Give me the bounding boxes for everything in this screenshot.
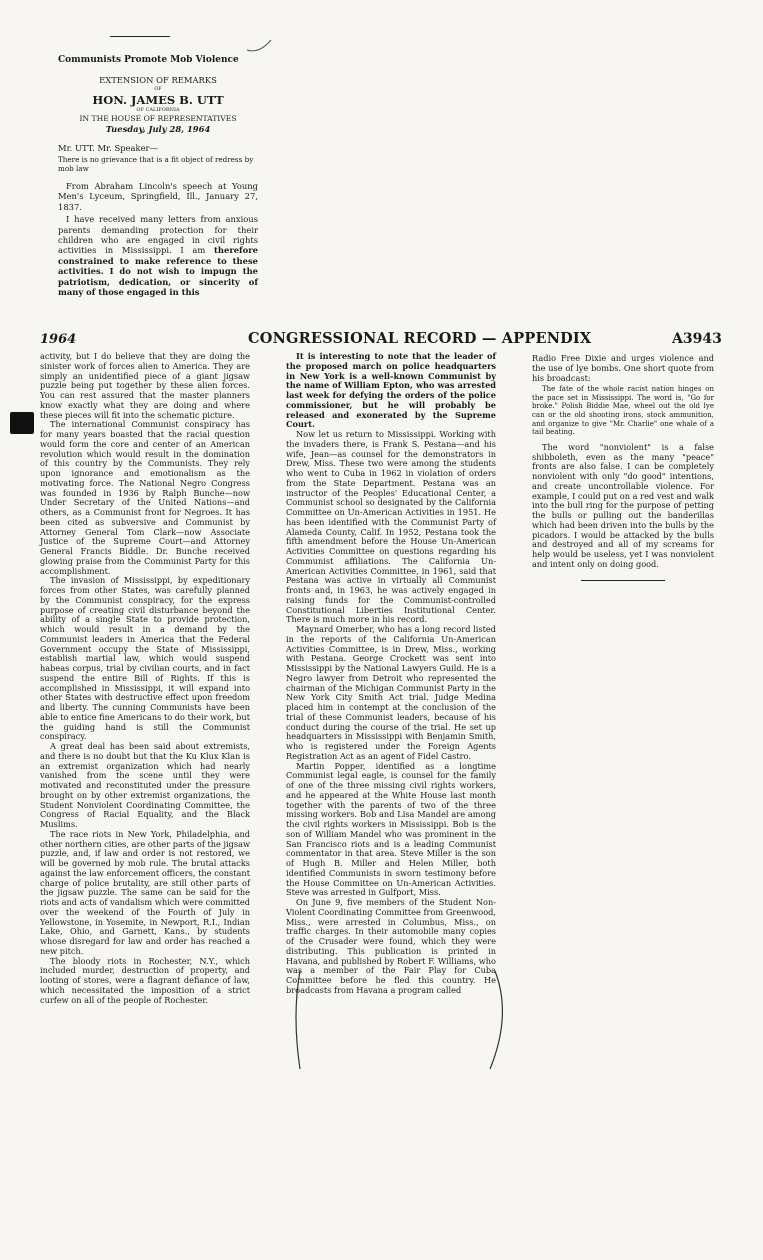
column-3	[532, 354, 714, 581]
header-year: 1964	[40, 332, 77, 347]
paragraph: The word "nonviolent" is a false shibboleth, even as the many "peace" fronts are also false. I can be completely nonviolent with only "do good" intentions, and create uncontrollable violence. For example, I could put on a red vest and walk into the bull ring for the purpose of petting the bulls or pulling out the banderillas which had been driven into the bulls by the picadors. I would be attacked by the bulls and destroyed and all of my screams for help would be useless, yet I was nonviolent and intent only on doing good.	[532, 441, 714, 569]
scan-blot	[10, 412, 34, 434]
running-head: CONGRESSIONAL RECORD — APPENDIX	[248, 330, 592, 347]
top-rule	[110, 36, 170, 37]
epigraph-quote: There is no grievance that is a fit object of redress by mob law	[58, 155, 254, 174]
house-line: IN THE HOUSE OF REPRESENTATIVES	[79, 113, 237, 123]
column-2	[286, 352, 496, 996]
paragraph: It is interesting to note that the leader of the proposed march on police headquarters in New York is a well-known Communist by the name of William Epton, who was arrested last week for defying the orders of the police commissioner, but he will probably be released and exonerated by the Supreme Court.	[286, 351, 496, 430]
paragraph: The bloody riots in Rochester, N.Y., which included murder, destruction of property, and looting of stores, were a flagrant defiance of law, which necessitated the imposition of a strict curfew on all of the people of Rochester.	[40, 955, 250, 1005]
extension-block	[58, 36, 258, 300]
broadcast-quote: The fate of the whole racist nation hinges on the pace set in Mississippi. The word is, "Go for broke." Polish Biddie Mae, wheel out the old lye can or the old shooting irons, stock ammunition, and organize to give "Mr. Charlie" one whale of a tail beating.	[532, 385, 714, 437]
paragraph: Martin Popper, identified as a longtime Communist legal eagle, is counsel for the family of one of the three missing civil rights workers, and he appeared at the White House last month together with the parents of two of the three missing workers. Bob and Lisa Mandel are among the civil rights workers in Mississippi. Bob is the son of William Mandel who was prominent in the San Francisco riots and is a leading Communist commentator in that area. Steve Miller is the son of Hugh B. Miller and Helen Miller, both identified Communists in sworn testimony before the House Committee on Un-American Activities. Steve was arrested in Gulfport, Miss.	[286, 760, 496, 898]
state-line: OF CALIFORNIA	[136, 106, 180, 113]
speech-date: Tuesday, July 28, 1964	[105, 124, 211, 135]
representative-name: HON. JAMES B. UTT	[92, 92, 224, 107]
paragraph: Radio Free Dixie and urges violence and the use of lye bombs. One short quote from his broadcast:	[532, 353, 714, 383]
paragraph: On June 9, five members of the Student Non-Violent Coordinating Committee from Greenwood, Miss., were arrested in Columbus, Miss., on traffic charges. In their automobile many copies of the Crusader were found, which they were distributing. This publication is printed in Havana, and published by Robert F. Williams, who was a member of the Fair Play for Cuba Committee before he fled this country. He broadcasts from Havana a program called	[286, 897, 496, 995]
paragraph: A great deal has been said about extremists, and there is no doubt but that the Ku Klux Klan is an extremist organization which had nearly vanished from the scene until they were motivated and reconstituted under the pressure brought on by other extremist organizations, the Student Nonviolent Coordinating Committee, the Congress of Racial Equality, and the Black Muslims.	[40, 741, 250, 829]
end-rule	[581, 580, 665, 581]
paragraph: Maynard Omerber, who has a long record listed in the reports of the California Un-American Activities Committee, is in Drew, Miss., working with Pestana. George Crockett was sent into Mississippi by the National Lawyers Guild. He is a Negro lawyer from Detroit who represented the chairman of the Michigan Communist Party in the New York City Smith Act trial. Judge Medina placed him in contempt at the conclusion of the trial of these Communist leaders, because of his conduct during the course of the trial. He set up headquarters in Mississippi with Benjamin Smith, who is registered under the Foreign Agents Registration Act as an agent of Fidel Castro.	[286, 624, 496, 761]
column-1	[40, 352, 250, 1005]
handwritten-bracket	[290, 965, 515, 1075]
paragraph: activity, but I do believe that they are doing the sinister work of forces alien to America. They are simply an unidentified piece of a giant jigsaw puzzle being put together by these alien forces. You can rest assured that the master planners know exactly what they are doing and where these pieces will fit into the schematic picture.	[40, 351, 250, 420]
paragraph: The international Communist conspiracy has for many years boasted that the racial question would form the core and center of an American revolution which would result in the domination of this country by the Communists. They rely upon ignorance and emotionalism as the motivating force. The National Negro Congress was founded in 1936 by Ralph Bunche—now Under Secretary of the United Nations—and others, as a Communist front for Negroes. It has been cited as subversive and Communist by Attorney General Tom Clark—now Associate Justice of the Supreme Court—and Attorney General Francis Biddle. Dr. Bunche received glowing praise from the Communist Party for this accomplishment.	[40, 419, 250, 576]
paragraph: Now let us return to Mississippi. Working with the invaders there, is Frank S. Pestana—and his wife, Jean—as counsel for the demonstrators in Drew, Miss. These two were among the students who went to Cuba in 1962 in violation of orders from the State Department. Pestana was an instructor of the Peoples' Educational Center, a Communist school so designated by the California Committee on Un-American Activities in 1951. He has been identified with the Communist Party of Alameda County, Calif. In 1952, Pestana took the fifth amendment before the House Un-American Activities Committee on questions regarding his Communist affiliations. The California Un-American Activities Committee, in 1961, said that Pestana was active in virtually all Communist fronts and, in 1963, he was actively engaged in raising funds for the Communist-controlled Constitutional Liberties Institutional Center. There is much more in his record.	[286, 429, 496, 625]
paragraph: The invasion of Mississippi, by expeditionary forces from other States, was carefully planned by the Communist conspiracy, for the express purpose of creating civil disturbance beyond the ability of a single State to provide protection, which would result in a demand by the Communist leaders in America that the Federal Government occupy the State of Mississippi, establish martial law, which would suspend habeas corpus, trial by civilian courts, and in fact suspend the entire Bill of Rights. If this is accomplished in Mississippi, it will expand into other States with destructive effect upon freedom and liberty. The cunning Communists have been able to entice fine Americans to do their work, but the guiding hand is still the Communist conspiracy.	[40, 575, 250, 742]
of-word: OF	[154, 85, 162, 92]
paragraph: The race riots in New York, Philadelphia, and other northern cities, are other parts of the jigsaw puzzle, and, if law and order is not restored, we will be governed by mob rule. The brutal attacks against the law enforcement officers, the constant charge of police brutality, are still other parts of the jigsaw puzzle. The same can be said for the riots and acts of vandalism which were committed over the weekend of the Fourth of July in Yellowstone, in Yosemite, in Newport, R.I., Indian Lake, Ohio, and Garnett, Kans., by students whose disregard for law and order has reached a new pitch.	[40, 828, 250, 956]
opening-paragraph: I have received many letters from anxious parents demanding protection for their children who are engaged in civil rights activities in Mississippi. I am therefore constrained to make reference to these activities. I do not wish to impugn the patriotism, dedication, or sincerity of many of those engaged in this	[58, 214, 258, 298]
extension-title: EXTENSION OF REMARKS	[99, 75, 217, 86]
speaker-line: Mr. UTT. Mr. Speaker—	[58, 142, 158, 153]
epigraph-source: From Abraham Lincoln's speech at Young Men's Lyceum, Springfield, Ill., January 27, 1837.	[58, 181, 258, 212]
article-headline: Communists Promote Mob Violence	[58, 55, 239, 65]
page-number: A3943	[672, 331, 722, 347]
